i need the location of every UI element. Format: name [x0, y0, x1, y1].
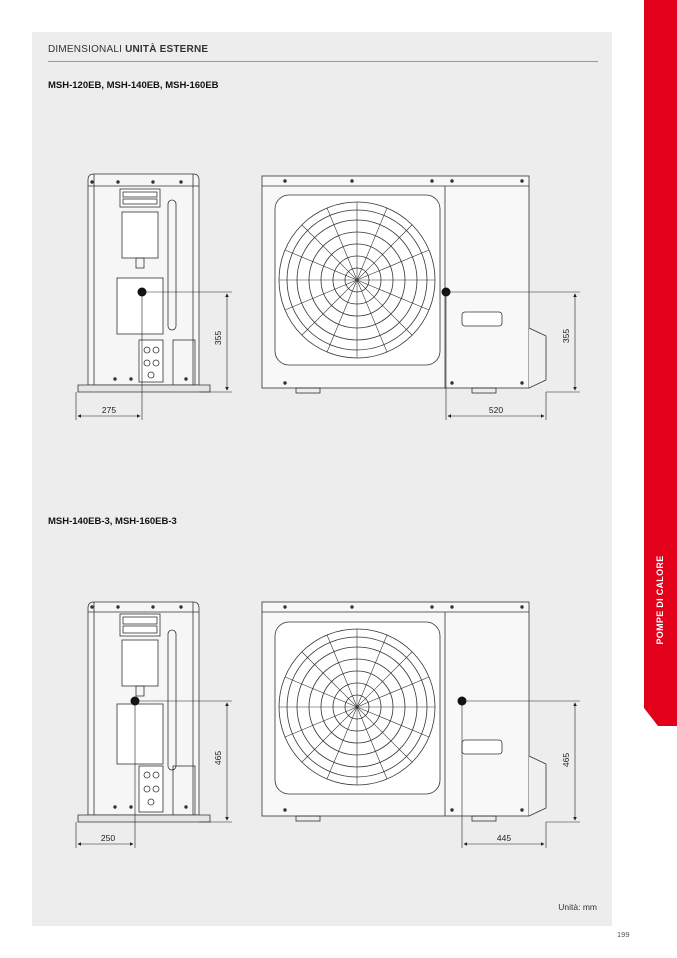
- side-view-1: [78, 174, 210, 392]
- front-view-2: [262, 602, 546, 821]
- dim-side-depth-1: 275: [101, 405, 117, 415]
- side-tab-label: POMPE DI CALORE: [655, 555, 665, 645]
- units-note: Unità: mm: [558, 902, 597, 912]
- dim-side-height-2: 465: [213, 750, 223, 766]
- model-title-2: MSH-140EB-3, MSH-160EB-3: [48, 516, 177, 527]
- dim-front-width-2: 445: [496, 833, 512, 843]
- dim-side-height-1: 355: [213, 330, 223, 346]
- front-view-1: [262, 176, 546, 393]
- dim-front-height-2: 465: [561, 752, 571, 768]
- side-view-2: [78, 602, 210, 822]
- dim-front-height-1: 355: [561, 328, 571, 344]
- model-title-1: MSH-120EB, MSH-140EB, MSH-160EB: [48, 80, 219, 91]
- dim-side-depth-2: 250: [100, 833, 116, 843]
- subsection-title: UNITÀ ESTERNE: [125, 44, 209, 55]
- dim-front-width-1: 520: [488, 405, 504, 415]
- section-title: DIMENSIONALI: [48, 44, 123, 55]
- page-number: 199: [617, 930, 630, 939]
